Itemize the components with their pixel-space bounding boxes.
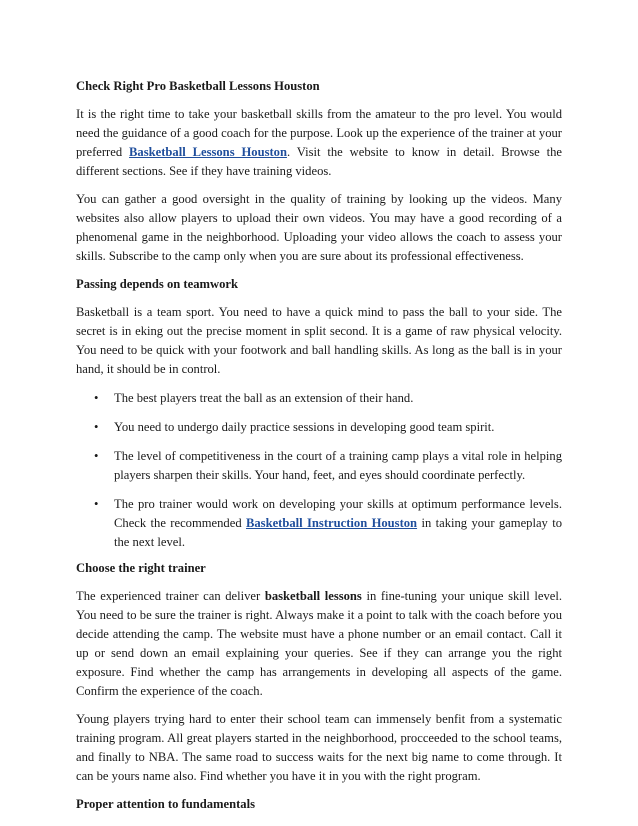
paragraph-young-players: Young players trying hard to enter their school team can immensely benfit from a systematic training program. All great players started in the neighborhood, procceeded to the school teams, and finally to NBA. The same road to success waits for the next big name to come through. It can be yours name also. Find whether you have it in you with the right program.: [76, 712, 562, 783]
paragraph-videos: You can gather a good oversight in the quality of training by looking up the videos. Many websites also allow players to upload their own videos. You may have a good recording of a phenomenal game in the neighborhood. Uploading your video allows the coach to assess your skills. Subscribe to the camp only when you are sure about its professional effectiveness.: [76, 192, 562, 263]
paragraph-experienced-trainer: [76, 587, 562, 701]
section-heading-check-right-pro: Check Right Pro Basketball Lessons Houston: [76, 79, 320, 93]
list-item-text: You need to undergo daily practice sessions in developing good team spirit.: [114, 420, 495, 434]
list-item: [76, 389, 562, 408]
bullet-icon: •: [94, 420, 99, 434]
link-basketball-instruction-houston[interactable]: Basketball Instruction Houston: [245, 516, 418, 530]
paragraph-text: . Visit the website to know in detail. Browse the different sections. See if they have training videos.: [76, 145, 562, 178]
paragraph-team-sport: Basketball is a team sport. You need to have a quick mind to pass the ball to your side. The secret is in eking out the precise moment in split second. It is a game of raw physical velocity. You need to be quick with your footwork and ball handling skills. As long as the ball is in your hand, it should be in control.: [76, 305, 562, 376]
link-basketball-lessons-houston[interactable]: Basketball Lessons Houston: [129, 145, 287, 159]
bullet-icon: •: [94, 391, 99, 405]
section-heading-passing: Passing depends on teamwork: [76, 277, 238, 291]
paragraph-intro: [76, 105, 562, 181]
paragraph-text: The experienced trainer can deliver: [76, 589, 265, 603]
bullet-list: [76, 389, 562, 552]
list-item-text: The pro trainer would work on developing your skills at optimum performance levels. Check the recommended: [114, 497, 562, 530]
list-item: [76, 447, 562, 485]
list-item: [76, 418, 562, 437]
list-item-text: in taking your gameplay to the next level.: [114, 516, 562, 549]
list-item: [76, 495, 562, 552]
document-page: [76, 77, 562, 823]
section-heading-choose-trainer: Choose the right trainer: [76, 561, 206, 575]
bullet-icon: •: [94, 449, 99, 463]
paragraph-text: It is the right time to take your basketball skills from the amateur to the pro level. You would need the guidance of a good coach for the purpose. Look up the experience of the trainer at your preferred: [76, 107, 562, 159]
list-item-text: The best players treat the ball as an extension of their hand.: [114, 391, 414, 405]
bullet-icon: •: [94, 497, 99, 511]
paragraph-text: in fine-tuning your unique skill level. You need to be sure the trainer is right. Always make it a point to talk with the coach before you decide attending the camp. The website must have a phone number or an email contact. Call it up or send down an email explaining your queries. See if they can arrange you the right exposure. Find whether the camp has arrangements in developing all aspects of the game. Confirm the experience of the coach.: [76, 589, 563, 698]
bold-keyword: basketball lessons: [264, 589, 362, 603]
list-item-text: The level of competitiveness in the court of a training camp plays a vital role in helping players sharpen their skills. Your hand, feet, and eyes should coordinate perfectly.: [114, 449, 562, 482]
section-heading-fundamentals: Proper attention to fundamentals: [76, 797, 255, 811]
